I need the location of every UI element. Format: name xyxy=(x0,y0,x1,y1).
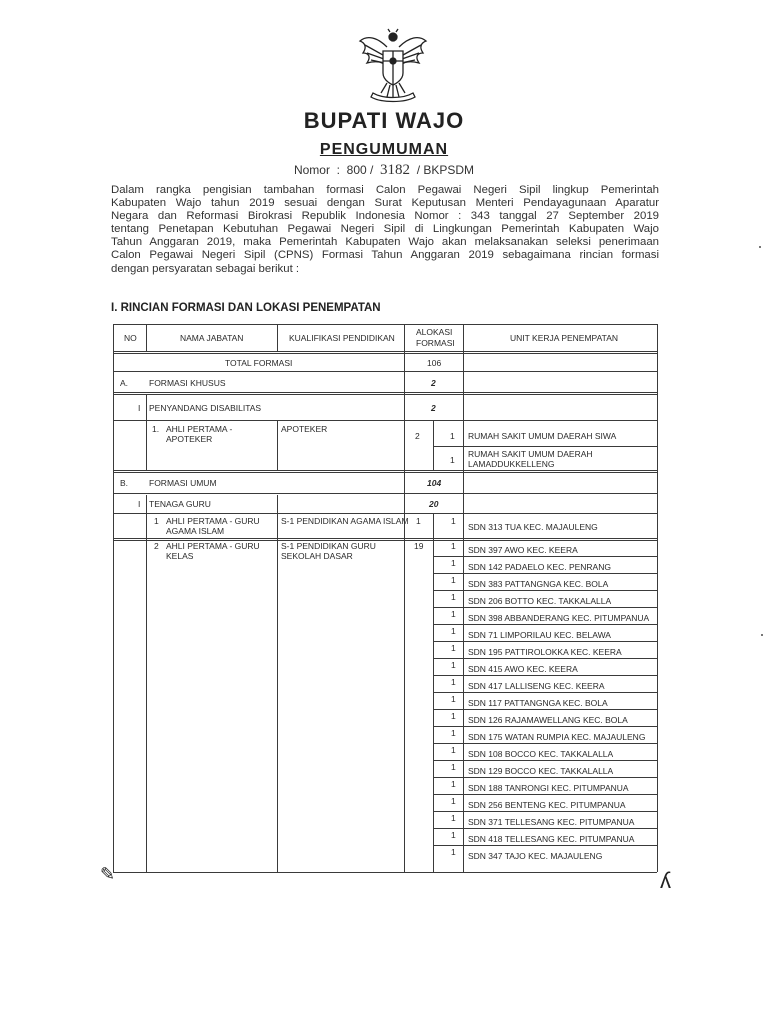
intro-line: Calon Pegawai Negeri Sipil (CPNS) Formasi Tahun Anggaran 2019 sebagaimana rincian formasi xyxy=(111,249,659,262)
khusus-value: 2 xyxy=(431,378,436,388)
nomor-prefix: 800 / xyxy=(346,163,374,177)
disabilitas-value: 2 xyxy=(431,403,436,413)
guru-agama-count: 1 xyxy=(451,516,456,526)
total-label: TOTAL FORMASI xyxy=(225,358,293,368)
unit-name: SDN 256 BENTENG KEC. PITUMPANUA xyxy=(468,800,626,810)
unit-count: 1 xyxy=(451,830,456,840)
row-divider xyxy=(433,760,657,761)
unit-count: 1 xyxy=(451,558,456,568)
row-divider xyxy=(433,692,657,693)
page-title: BUPATI WAJO xyxy=(303,108,465,133)
unit-name: SDN 371 TELLESANG KEC. PITUMPANUA xyxy=(468,817,635,827)
row-divider xyxy=(433,777,657,778)
disabilitas-label: PENYANDANG DISABILITAS xyxy=(149,403,262,413)
unit-name: SDN 108 BOCCO KEC. TAKKALALLA xyxy=(468,749,614,759)
unit-name: SDN 383 PATTANGNGA KEC. BOLA xyxy=(468,579,609,589)
intro-line: Tahun Anggaran 2019, maka Pemerintah Kabupaten Wajo akan melaksanakan seleksi penerimaan xyxy=(111,236,659,249)
unit-name: SDN 415 AWO KEC. KEERA xyxy=(468,664,578,674)
row-divider xyxy=(433,743,657,744)
row-divider xyxy=(113,371,657,372)
guru-kelas-alokasi: 19 xyxy=(414,541,424,551)
unit-name: SDN 129 BOCCO KEC. TAKKALALLA xyxy=(468,766,614,776)
row-divider xyxy=(433,658,657,659)
header-nama-jabatan: NAMA JABATAN xyxy=(180,333,244,343)
guru-kelas-no: 2 xyxy=(154,541,159,551)
guru-kelas-kualifikasi-2: SEKOLAH DASAR xyxy=(281,551,353,561)
table-border xyxy=(113,872,657,873)
intro-line: dengan persyaratan sebagai berikut : xyxy=(111,262,300,275)
row-divider xyxy=(433,624,657,625)
apoteker-kualifikasi: APOTEKER xyxy=(281,424,328,434)
initial-mark-left: ✎ xyxy=(100,864,116,884)
unit-count: 1 xyxy=(451,626,456,636)
row-divider xyxy=(433,794,657,795)
apoteker-unit-count: 1 xyxy=(450,431,455,441)
apoteker-jabatan: AHLI PERTAMA - xyxy=(166,424,233,434)
row-divider xyxy=(433,845,657,846)
guru-agama-no: 1 xyxy=(154,516,159,526)
nomor-suffix: / BKPSDM xyxy=(416,163,475,177)
column-divider xyxy=(404,324,405,872)
scan-dot xyxy=(761,634,763,636)
unit-name: SDN 71 LIMPORILAU KEC. BELAWA xyxy=(468,630,611,640)
apoteker-unit: RUMAH SAKIT UMUM DAERAH xyxy=(468,449,593,459)
unit-name: SDN 175 WATAN RUMPIA KEC. MAJAULENG xyxy=(468,732,646,742)
row-divider xyxy=(433,641,657,642)
unit-count: 1 xyxy=(451,541,456,551)
guru-agama-jabatan-2: AGAMA ISLAM xyxy=(166,526,225,536)
document-number: Nomor : 800 / 3182 / BKPSDM xyxy=(293,162,475,178)
guru-kelas-jabatan-2: KELAS xyxy=(166,551,194,561)
unit-name: SDN 142 PADAELO KEC. PENRANG xyxy=(468,562,611,572)
row-divider xyxy=(433,811,657,812)
column-divider xyxy=(146,394,147,470)
column-divider xyxy=(277,495,278,872)
guru-agama-jabatan: AHLI PERTAMA - GURU xyxy=(166,516,260,526)
unit-count: 1 xyxy=(451,711,456,721)
document-type-heading: PENGUMUMAN xyxy=(319,141,449,158)
nomor-label: Nomor xyxy=(293,163,330,177)
guru-agama-kualifikasi: S-1 PENDIDIKAN AGAMA ISLAM xyxy=(281,516,409,526)
unit-name: SDN 418 TELLESANG KEC. PITUMPANUA xyxy=(468,834,635,844)
unit-name: SDN 195 PATTIROLOKKA KEC. KEERA xyxy=(468,647,622,657)
header-formasi: FORMASI xyxy=(416,338,455,348)
column-divider xyxy=(146,324,147,352)
column-divider xyxy=(277,420,278,470)
row-divider xyxy=(433,726,657,727)
unit-count: 1 xyxy=(451,643,456,653)
apoteker-no: 1. xyxy=(152,424,160,434)
apoteker-unit: RUMAH SAKIT UMUM DAERAH SIWA xyxy=(468,431,617,441)
unit-count: 1 xyxy=(451,762,456,772)
section-title: I. RINCIAN FORMASI DAN LOKASI PENEMPATAN xyxy=(111,302,381,314)
column-divider xyxy=(433,420,434,470)
unit-count: 1 xyxy=(451,796,456,806)
row-divider xyxy=(433,573,657,574)
column-divider xyxy=(146,495,147,872)
nomor-number: 3182 xyxy=(380,162,411,178)
column-divider xyxy=(433,514,434,872)
row-divider xyxy=(113,392,657,395)
guru-agama-unit: SDN 313 TUA KEC. MAJAULENG xyxy=(468,522,598,532)
column-divider xyxy=(463,324,464,872)
apoteker-unit-line-2: LAMADDUKKELLENG xyxy=(468,459,555,469)
unit-name: SDN 398 ABBANDERANG KEC. PITUMPANUA xyxy=(468,613,650,623)
row-divider xyxy=(113,493,657,494)
guru-no: I xyxy=(138,499,141,509)
row-divider xyxy=(433,590,657,591)
scan-dot xyxy=(759,246,761,248)
row-divider xyxy=(113,513,657,514)
unit-name: SDN 188 TANRONGI KEC. PITUMPANUA xyxy=(468,783,629,793)
unit-name: SDN 347 TAJO KEC. MAJAULENG xyxy=(468,851,603,861)
intro-line: Negara dan Reformasi Birokrasi Republik Indonesia Nomor : 343 tanggal 27 September 2019 xyxy=(111,210,659,223)
khusus-no: A. xyxy=(120,378,129,388)
guru-label: TENAGA GURU xyxy=(149,499,211,509)
row-divider xyxy=(433,828,657,829)
row-divider xyxy=(433,446,657,447)
unit-count: 1 xyxy=(451,592,456,602)
total-value: 106 xyxy=(427,358,442,368)
row-divider xyxy=(433,556,657,557)
intro-line: Kabupaten Wajo tahun 2019 sesuai dengan Surat Keputusan Menteri Pendayagunaan Aparatur xyxy=(111,197,659,210)
header-unit: UNIT KERJA PENEMPATAN xyxy=(510,333,619,343)
row-divider xyxy=(113,351,657,354)
apoteker-jabatan-2: APOTEKER xyxy=(166,434,213,444)
row-divider xyxy=(113,420,657,421)
table-border xyxy=(113,324,114,872)
unit-count: 1 xyxy=(451,779,456,789)
khusus-label: FORMASI KHUSUS xyxy=(149,378,226,388)
umum-no: B. xyxy=(120,478,129,488)
apoteker-unit-count: 1 xyxy=(450,455,455,465)
intro-line: tentang Penetapan Kebutuhan Pegawai Negeri Sipil di Lingkungan Pemerintah Kabupaten Wajo xyxy=(111,223,659,236)
guru-value: 20 xyxy=(429,499,439,509)
unit-name: SDN 206 BOTTO KEC. TAKKALALLA xyxy=(468,596,612,606)
row-divider xyxy=(433,675,657,676)
initial-mark-right: ʎ xyxy=(660,868,671,893)
guru-kelas-jabatan: AHLI PERTAMA - GURU xyxy=(166,541,260,551)
header-kualifikasi: KUALIFIKASI PENDIDIKAN xyxy=(289,333,395,343)
umum-value: 104 xyxy=(427,478,442,488)
header-alokasi: ALOKASI xyxy=(416,327,453,337)
unit-count: 1 xyxy=(451,813,456,823)
unit-count: 1 xyxy=(451,745,456,755)
intro-line: Dalam rangka pengisian tambahan formasi Calon Pegawai Negeri Sipil lingkup Pemerintah xyxy=(111,184,659,196)
umum-label: FORMASI UMUM xyxy=(149,478,217,488)
unit-count: 1 xyxy=(451,677,456,687)
guru-kelas-kualifikasi: S-1 PENDIDIKAN GURU xyxy=(281,541,376,551)
unit-name: SDN 417 LALLISENG KEC. KEERA xyxy=(468,681,605,691)
unit-count: 1 xyxy=(451,694,456,704)
row-divider xyxy=(433,607,657,608)
unit-count: 1 xyxy=(451,609,456,619)
column-divider xyxy=(277,324,278,352)
unit-count: 1 xyxy=(451,575,456,585)
intro-paragraph xyxy=(111,184,659,276)
table-border xyxy=(657,324,658,872)
unit-count: 1 xyxy=(451,660,456,670)
unit-count: 1 xyxy=(451,847,456,857)
disabilitas-no: I xyxy=(138,403,141,413)
unit-name: SDN 126 RAJAMAWELLANG KEC. BOLA xyxy=(468,715,628,725)
garuda-pancasila-emblem xyxy=(357,27,429,105)
row-divider xyxy=(433,709,657,710)
guru-agama-alokasi: 1 xyxy=(416,516,421,526)
table-border xyxy=(113,324,657,325)
unit-name: SDN 397 AWO KEC. KEERA xyxy=(468,545,578,555)
unit-name: SDN 117 PATTANGNGA KEC. BOLA xyxy=(468,698,608,708)
apoteker-alokasi: 2 xyxy=(415,431,420,441)
header-no: NO xyxy=(124,333,137,343)
unit-count: 1 xyxy=(451,728,456,738)
row-divider xyxy=(113,470,657,473)
